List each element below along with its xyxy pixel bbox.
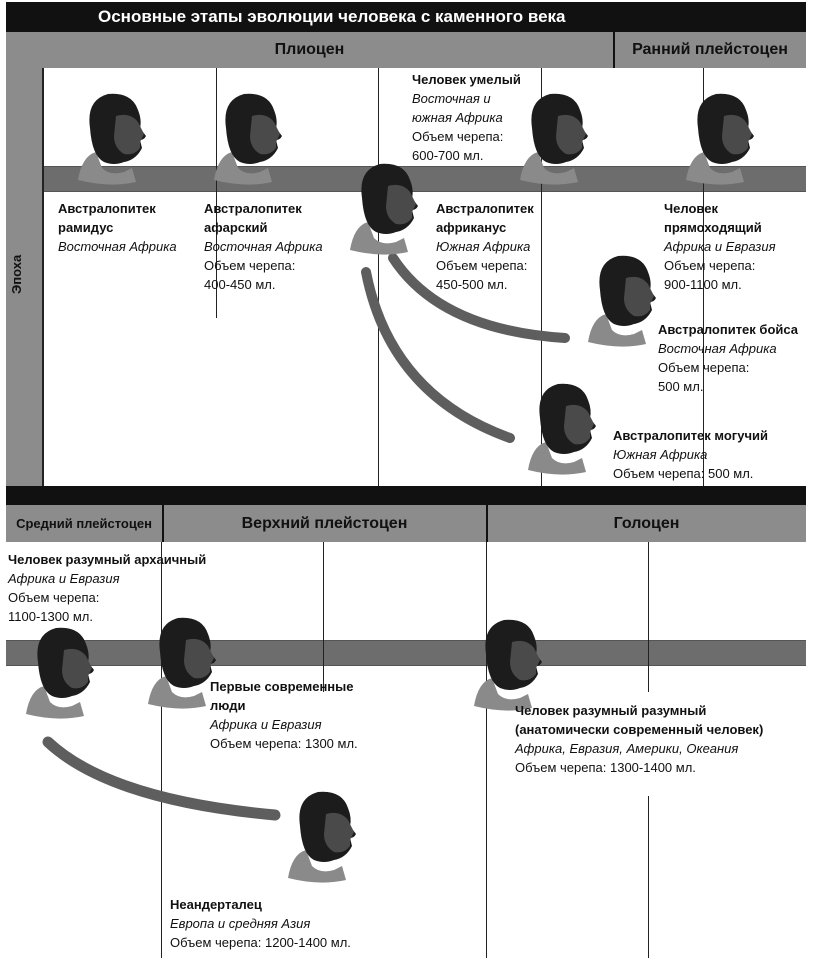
skull-label: Объем черепа: (204, 258, 296, 273)
species-name: (анатомически современный человек) (515, 722, 764, 737)
species-modern-human (515, 701, 763, 777)
neanderthal-head-icon (288, 792, 356, 883)
species-name: афарский (204, 220, 268, 235)
species-name: африканус (436, 220, 507, 235)
era-holocene: Голоцен (613, 514, 680, 532)
species-name: Австралопитек могучий (613, 428, 768, 443)
skull-volume: 400-450 мл. (204, 277, 276, 292)
first-modern-head-icon (148, 618, 216, 709)
skull-volume: 500 мл. (658, 379, 704, 394)
species-region: Африка, Евразия, Америки, Океания (515, 741, 739, 756)
skull-label: Объем черепа: (412, 129, 504, 144)
archaic-sapiens-head-icon (26, 628, 94, 719)
species-region: Восточная Африка (658, 341, 777, 356)
species-region: Восточная и (412, 91, 491, 106)
skull-label: Объем черепа: (664, 258, 756, 273)
species-ramidus (58, 199, 177, 256)
species-region: южная Африка (412, 110, 503, 125)
species-habilis (412, 70, 521, 165)
species-name: Австралопитек бойса (658, 322, 798, 337)
skull-volume: 600-700 мл. (412, 148, 484, 163)
skull-label: Объем черепа: (658, 360, 750, 375)
boisei-head-icon (588, 256, 656, 347)
species-afarensis (204, 199, 323, 294)
species-name: прямоходящий (664, 220, 762, 235)
skull-volume: Объем черепа: 1300 мл. (210, 736, 358, 751)
robustus-head-icon (528, 384, 596, 475)
species-name: Человек умелый (412, 72, 521, 87)
species-region: Восточная Африка (58, 239, 177, 254)
era-early-pleistocene: Ранний плейстоцен (632, 41, 788, 58)
afarensis-head-icon (214, 94, 282, 185)
epoch-axis-label: Эпоха (9, 254, 24, 294)
species-name: люди (210, 698, 246, 713)
species-region: Южная Африка (613, 447, 708, 462)
species-erectus (664, 199, 776, 294)
species-name: Неандерталец (170, 897, 262, 912)
skull-volume: 900-1100 мл. (664, 277, 742, 292)
species-region: Африка и Евразия (664, 239, 776, 254)
species-archaic-sapiens (8, 550, 206, 626)
species-name: Человек разумный архаичный (8, 552, 207, 567)
africanus-head-icon (350, 164, 418, 255)
species-region: Африка и Евразия (8, 571, 120, 586)
erectus-head-icon (686, 94, 754, 185)
species-name: Человек (664, 201, 718, 216)
species-region: Восточная Африка (204, 239, 323, 254)
skull-label: Объем черепа: (436, 258, 528, 273)
species-region: Европа и средняя Азия (170, 916, 311, 931)
skull-volume: 450-500 мл. (436, 277, 508, 292)
species-first-modern (210, 677, 358, 753)
skull-label: Объем черепа: (8, 590, 100, 605)
era-pliocene: Плиоцен (274, 41, 345, 58)
habilis-head-icon (520, 94, 588, 185)
ramidus-head-icon (78, 94, 146, 185)
modern-human-head-icon (474, 620, 542, 711)
species-name: рамидус (58, 220, 114, 235)
species-region: Африка и Евразия (210, 717, 322, 732)
species-name: Австралопитек (436, 201, 534, 216)
species-region: Южная Африка (436, 239, 531, 254)
species-boisei (658, 320, 798, 396)
page-title: Основные этапы эволюции человека с каменного века (6, 2, 806, 32)
skull-volume: Объем черепа: 1200-1400 мл. (170, 935, 351, 950)
era-upper-pleistocene: Верхний плейстоцен (241, 514, 408, 532)
skull-volume: 1100-1300 мл. (8, 609, 93, 624)
species-africanus (436, 199, 534, 294)
species-name: Австралопитек (204, 201, 302, 216)
skull-volume: Объем черепа: 1300-1400 мл. (515, 760, 696, 775)
skull-volume: Объем черепа: 500 мл. (613, 466, 754, 481)
species-robustus (613, 426, 768, 483)
species-name: Первые современные (210, 679, 354, 694)
era-middle-pleistocene: Средний плейстоцен (16, 516, 152, 531)
species-name: Австралопитек (58, 201, 156, 216)
species-neanderthal (170, 895, 351, 952)
species-name: Человек разумный разумный (515, 703, 707, 718)
